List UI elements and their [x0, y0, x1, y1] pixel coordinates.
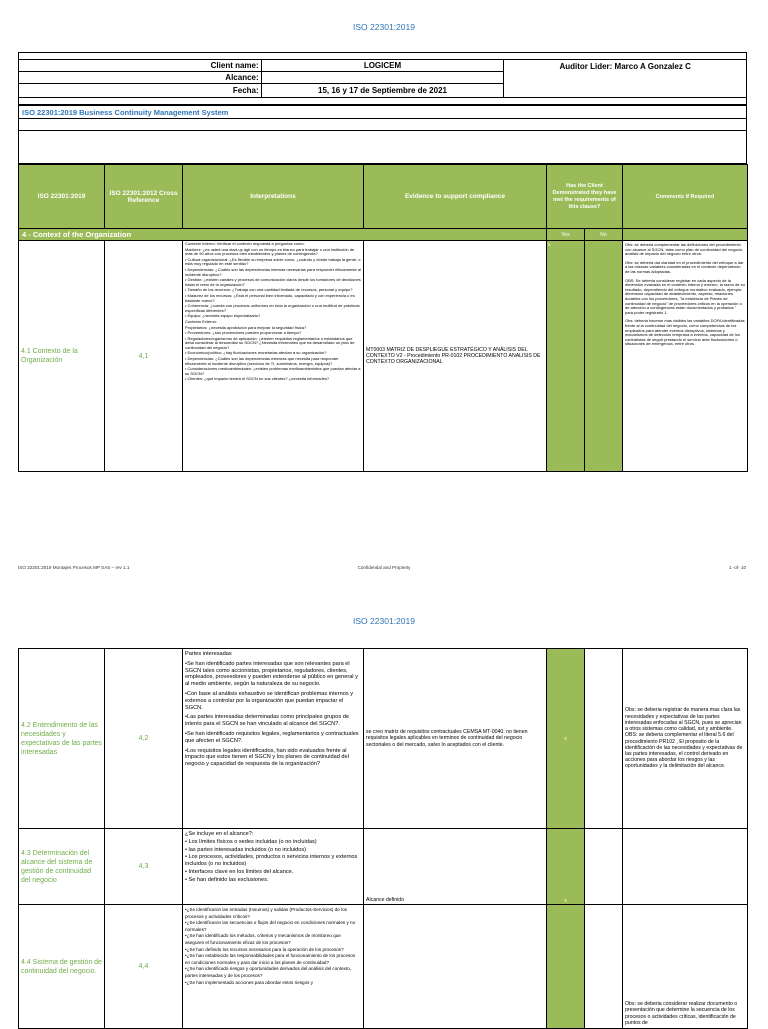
fecha-label: Fecha:	[19, 84, 262, 98]
row-4-2-no	[585, 649, 623, 829]
interpretation-line: •¿Se han definido los recursos necesarios para la operación de los procesos?	[185, 946, 344, 952]
comment-paragraph: Obs: se deberia complementar las definiciones del procedimiento con alcance al SGCN, tales como plan de continuidad del negocio, análisis de impacto del negocio entre otros.	[625, 243, 744, 257]
row-4-2-label: 4.2 Entendimiento de las necesidades y expectativas de las partes interesadas	[19, 649, 105, 829]
row-4-1-ref: 4,1	[105, 241, 183, 472]
interpretation-line: Madurez: ¿es usted una start-up ágil con un tiempo en blanco para trabajar o una institución de más de 90 años con procesos bien establecidos y planes de contingencia?	[185, 246, 355, 257]
interpretation-line: • Tamaño de los recursos: ¿Trabaja con una cantidad limitada de recursos, personal y equipo?	[185, 287, 353, 293]
interpretation-line: • Proveedores: ¿sus proveedores pueden proporcionar a tiempo?	[185, 330, 302, 336]
col-header-evidence: Evidence to support compliance	[364, 165, 547, 229]
interpretation-line: • Madurez de los recursos: ¿Está el personal bien informado, capacitado y con experiencia o es bastante nuevo?	[185, 292, 355, 303]
row-4-1-no	[585, 241, 623, 472]
client-name-value: LOGICEM	[261, 60, 504, 72]
interpretation-line: • Los límites físicos o sedes incluidas (o no incluidas)	[185, 838, 317, 845]
row-4-4-yes	[547, 905, 585, 1029]
interpretation-line: •¿Se han establecido las responsabilidades para el funcionamiento de los procesos en condiciones normales y para dar inicio a los planes de continuidad?	[185, 953, 356, 965]
row-4-1-interpretation	[183, 241, 364, 472]
interpretation-line: ¿Se incluye en el alcance?:	[185, 831, 254, 837]
interpretation-line: Propietarios: ¿necesita aprobación para mejorar la seguridad física?	[185, 324, 307, 330]
row-4-2-yes: x	[547, 649, 585, 829]
interpretation-line: Contexto Interno: Verificar el contexto respuesta a preguntas como:	[185, 242, 305, 246]
interpretation-line: • Interfaces clave en los límites del alcance.	[185, 868, 294, 875]
system-title: ISO 22301:2019 Business Continuity Management System	[22, 107, 229, 117]
table-row	[19, 829, 748, 905]
spacer-block	[18, 131, 747, 164]
comment-paragraph: OBS: Se deberia considerar registrar en cada aspecto de la dimensión evaluada en el contexto interno y externo, la razón de su resultado, dependiendo del enfoque normativo evaluado, ejemplo: dimension capacidad de abastecimiento, aspecto; relaciones durables con los proveedores, "la existencia de Planes de continuidad de negocio" de proveedores criticos en la operación o de atención a contingencias están documentados y probados " para poder registrarlo 1.	[625, 277, 745, 315]
client-name-label: Client name:	[19, 60, 262, 72]
table-row	[19, 905, 748, 1029]
page1-title: ISO 22301:2019	[353, 22, 415, 32]
system-title-bar	[18, 105, 747, 119]
no-header: No	[585, 229, 623, 241]
row-4-4-evidence	[364, 905, 547, 1029]
row-4-3-label: 4.3 Determinación del alcance del sistema de gestión de continuidad del negocio	[19, 829, 105, 905]
footer-center: Confidential and Propriety	[357, 565, 411, 570]
interpretation-line: •¿Se han identificado riesgos y oportunidades derivados del análisis del contexto, partes interesadas y de los procesos?	[185, 966, 352, 978]
interpretation-line: •Los requisitos legales identificados, han sido evaluados frente al impacto que estos tienen el SGCN y los planes de continuidad del negocio y capacidad de respuesta de la organización?	[185, 747, 349, 768]
col-header-comments: Comments if Required	[623, 165, 748, 229]
comment-paragraph: Obs: se deberia dar claridad en el procedimiento del enfoque a dar a las mismas variables consideradas en el contexto dependiendo de las normas adoptadas.	[625, 259, 744, 274]
requirements-table-page1	[18, 164, 748, 472]
interpretation-line: •¿Se identificaron las secuencias o flujos del negocio en condiciones normales y no normales?	[185, 920, 356, 932]
row-4-2-ref: 4,2	[105, 649, 183, 829]
section-title-context: 4 - Context of the Organization	[19, 229, 547, 241]
requirements-table-page2	[18, 648, 748, 1029]
footer-left: ISO 22301:2019 Montajes Procesos MP SAS – rev 1.1	[18, 565, 130, 570]
row-4-2-interpretation	[183, 649, 364, 829]
section-comment-blank	[623, 229, 748, 241]
row-4-3-interpretation	[183, 829, 364, 905]
interpretation-line: • Los procesos, actividades, productos o servicios internos y externos incluidos (o no incluidos)	[185, 854, 358, 868]
interpretation-line: Partes interesadas	[185, 651, 232, 657]
interpretation-line: • Cultura organizacional: ¿Es flexible su empresa sobre cómo, ¿cuándo y dónde trabaja la gente, o está muy regulado en este sentido?	[185, 256, 361, 267]
row-4-3-comments	[623, 829, 748, 905]
row-4-4-interpretation	[183, 905, 364, 1029]
interpretation-line: • Económico/político: ¿hay fluctuaciones monetarias afectan a su organización?	[185, 350, 327, 356]
table-row	[19, 241, 748, 472]
yes-header: Yes	[547, 229, 585, 241]
col-header-demonstrated: Has the Client Demonstrated they have met the requirements of this clause?	[547, 165, 623, 229]
interpretation-line: • Se han definido las exclusiones.	[185, 876, 269, 883]
col-header-interpretations: Interpretations	[183, 165, 364, 229]
interpretation-line: •Se han identificado partes interesadas que son relevantes para el SGCN tales como accionistas, propietarios, reguladores, clientes, empleados, proveedores y pueden extenderse al público en general y al medio ambiente, según la naturaleza de su negocio.	[185, 660, 358, 688]
interpretation-line: •¿Se han identificado los métodos, criterios y mecanismos de monitoreo que aseguren el funcionamiento eficaz de los procesos?	[185, 933, 341, 945]
interpretation-line: • Coherencia: ¿cuenta con procesos uniformes en toda la organización o una multitud de prácticas específicas diferentes?	[185, 303, 360, 313]
table-row	[19, 649, 748, 829]
col-header-iso2019: ISO 22301:2019	[19, 165, 105, 229]
col-header-cross-ref: ISO 22301:2012 Cross Reference	[105, 165, 183, 229]
row-4-4-label: 4.4 Sistema de gestión de continuidad del negocio.	[19, 905, 105, 1029]
interpretation-line: •Se han identificado requisitos legales, reglamentarios y contractuales que afecten el SGCN?.	[185, 730, 359, 744]
footer-right: 1 -of- 10	[728, 565, 746, 570]
interpretation-line: •Las partes interesadas determinadas como principales grupos de interés para el SGCN se han vinculado al alcance del SGCN?.	[185, 714, 349, 728]
interpretation-line: •¿Se identificaron las entradas (Insumos) y salidas (Productos-Servicios) de los procesos y actividades críticos?	[185, 907, 347, 919]
spacer-row	[18, 119, 747, 131]
row-4-2-comments: Obs: se deberia registrar de manera mas clara las necesidades y expectativas de las partes interesadas enfocadas al SGCN, pues se aprecian a otros sistemas como calidad, sst y ambiente. OBS: se deberia complementar el literal 5.6 del procedimiento PR102 , El proposito de la identificación de las necesidades y expectativas de las partes interesadas, el control derivado en acciones para abordar los riesgos y las oportunidades y la delimitación del alcance.	[623, 649, 748, 829]
interpretation-line: • Consideraciones medioambientales: ¿existen problemas medioambientales que puedan afectar a su SGCN?	[185, 366, 361, 376]
fecha-value: 15, 16 y 17 de Septiembre de 2021	[261, 84, 504, 98]
row-4-3-yes: x	[547, 829, 585, 905]
row-4-3-no	[585, 829, 623, 905]
comment-paragraph: Obs: deberia hacerse mas visibles las variables DOFA identificadas frente al la continuidad del negocio, como competencias de los empleados para atender eventos disruptivos, sistemas y mecanismos de detección temprana a eventos, capacidad de los contratistas de seguir prestando el servicio ante fluctuaciones o situaciones de emergencia, entre otros.	[625, 318, 745, 347]
auditor-label: Auditor Lider: Marco A Gonzalez C	[504, 60, 747, 98]
row-4-4-comments: Obs: se deberia considerar realizar documento o presentación que determine la secuencia de los procesos o actividades críticas, identificación de puntos de	[623, 905, 748, 1029]
row-4-2-evidence: se creo matriz de requisitos contractuales CEMSA MT-0040. no tienen requisitos legales aplicables en terminos de continuidad del negocio sectoriales o del mercado, salvo lo aceptados con el cliente.	[364, 649, 547, 829]
row-4-4-no	[585, 905, 623, 1029]
interpretation-line: • Equipo: ¿necesita equipo especializado?	[185, 313, 261, 319]
row-4-1-evidence: MT0003 MATRIZ DE DESPLIEGUE ESTRATÉGICO Y ANÁLISIS DEL CONTEXTO V2 - Procedimiento PR-0102 PROCEDIMIENTO ANALISIS DE CONTEXTO ORGANIZACIONAL	[364, 241, 547, 472]
row-4-1-yes: x	[547, 241, 585, 472]
alcance-value	[261, 72, 504, 84]
row-4-3-ref: 4,3	[105, 829, 183, 905]
page2-title: ISO 22301:2019	[353, 616, 415, 626]
row-4-1-label: 4.1 Contexto de la Organización	[19, 241, 105, 472]
interpretation-line: •Con base al análisis exhaustivo se identifican problemas internos y externos a controlar por la organización que puedan impactar el SGCN.	[185, 690, 353, 711]
interpretation-line: •¿Se han implementado acciones para abordar estos riesgos y	[185, 979, 314, 985]
interpretation-line: Contexto Externo:	[185, 318, 218, 324]
interpretation-line: • Clientes: ¿qué impacto tendrá el SGCN en sus clientes? ¿necesita informarles?	[185, 376, 330, 382]
row-4-3-evidence: Alcance definido	[364, 829, 547, 905]
interpretation-line: • Gestión: ¿existen canales y procesos de comunicación claros desde los tomadores de decisiones hasta el resto de la organización?	[185, 277, 361, 287]
row-4-4-ref: 4,4	[105, 905, 183, 1029]
interpretation-line: • Reguladores/organismos de aplicación: ¿existen requisitos reglamentarios o estatutarios que deba considerar al desarrollar su SGCN? ¿Necesita informarles que ha desarrollado un plan de continuidad del negocio?	[185, 335, 355, 350]
interpretation-line: • Dependencias: ¿Cuáles son las dependencias externas que necesita para responder eficazmente al incidente disruptivo (servicios de TI, suministros, energía, equipos)?	[185, 356, 339, 366]
alcance-label: Alcance:	[19, 72, 262, 84]
header-info-table	[18, 52, 747, 105]
interpretation-line: • las partes interesadas incluidos (o no incluidos)	[185, 846, 307, 853]
interpretation-line: • Dependencias: ¿Cuáles son las dependencias internas necesarias para responder eficazmente al incidente disruptivo?	[185, 266, 361, 277]
row-4-1-comments	[623, 241, 748, 472]
